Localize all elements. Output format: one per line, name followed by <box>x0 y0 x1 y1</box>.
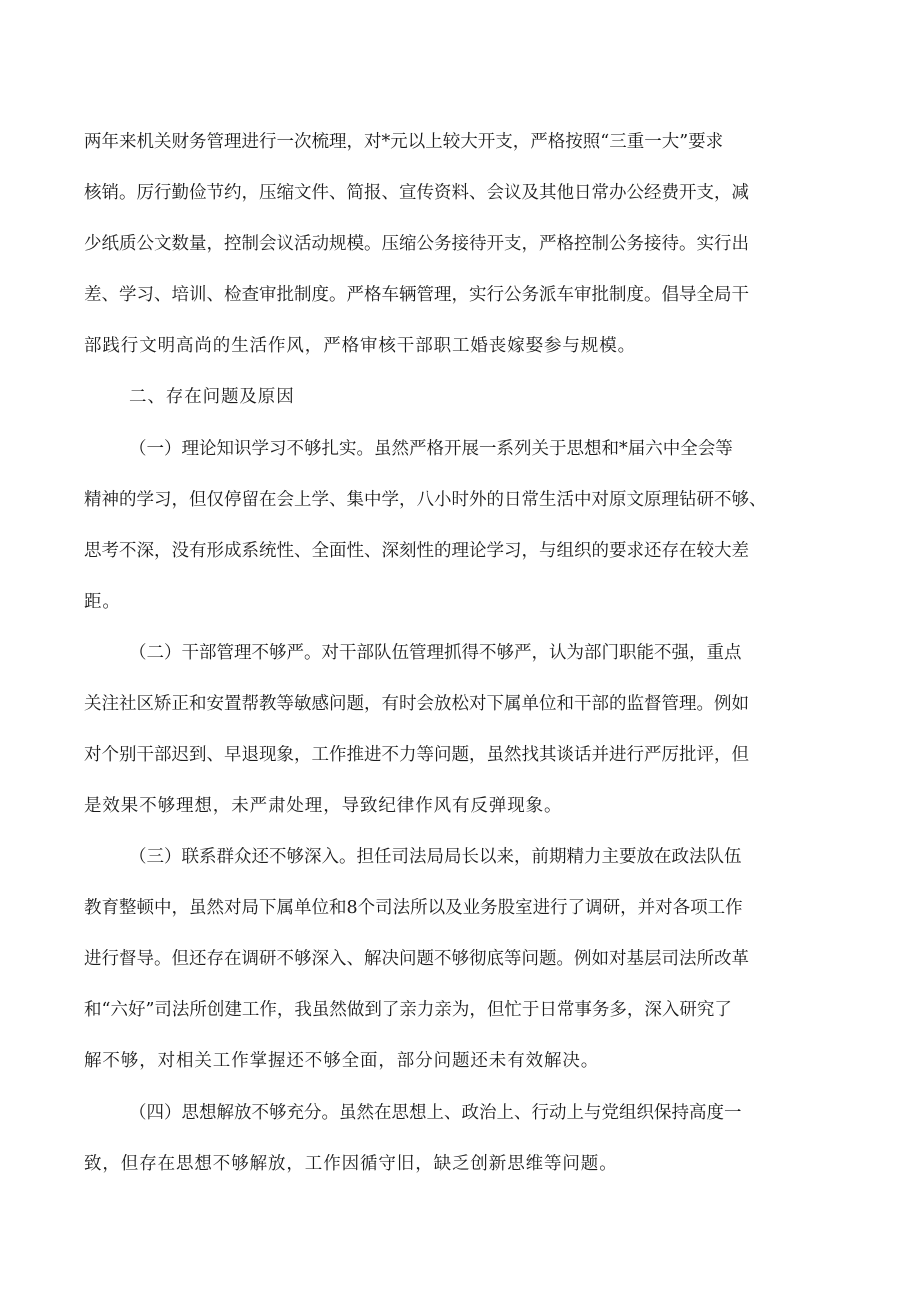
paragraph-line: 精神的学习，但仅停留在会上学、集中学，八小时外的日常生活中对原文原理钻研不够、 <box>84 490 767 510</box>
paragraph-line: 距。 <box>84 592 121 612</box>
paragraph-line: 和“六好”司法所创建工作，我虽然做到了亲力亲为，但忙于日常事务多，深入研究了 <box>84 1000 732 1020</box>
paragraph-line: （三）联系群众还不够深入。担任司法局局长以来，前期精力主要放在政法队伍 <box>129 847 742 867</box>
paragraph-line: 思考不深，没有形成系统性、全面性、深刻性的理论学习，与组织的要求还存在较大差 <box>84 541 749 561</box>
paragraph-line: （二）干部管理不够严。对干部队伍管理抓得不够严，认为部门职能不强，重点 <box>129 643 742 663</box>
paragraph-line: 少纸质公文数量，控制会议活动规模。压缩公务接待开支，严格控制公务接待。实行出 <box>84 234 749 254</box>
paragraph-line: 解不够，对相关工作掌握还不够全面，部分问题还未有效解决。 <box>84 1051 600 1071</box>
paragraph-line: 是效果不够理想，未严肃处理，导致纪律作风有反弹现象。 <box>84 796 563 816</box>
paragraph-line: （四）思想解放不够充分。虽然在思想上、政治上、行动上与党组织保持高度一 <box>129 1103 742 1123</box>
paragraph-line: 对个别干部迟到、早退现象，工作推进不力等问题，虽然找其谈话并进行严厉批评，但 <box>84 745 749 765</box>
paragraph-line: 进行督导。但还存在调研不够深入、解决问题不够彻底等问题。例如对基层司法所改革 <box>84 949 749 969</box>
paragraph-line: 差、学习、培训、检查审批制度。严格车辆管理，实行公务派车审批制度。倡导全局干 <box>84 285 749 305</box>
paragraph-line: 致，但存在思想不够解放，工作因循守旧，缺乏创新思维等问题。 <box>84 1154 618 1174</box>
section-heading: 二、存在问题及原因 <box>129 387 295 407</box>
paragraph-line: （一）理论知识学习不够扎实。虽然严格开展一系列关于思想和*届六中全会等 <box>129 439 733 459</box>
paragraph-line: 两年来机关财务管理进行一次梳理，对*元以上较大开支，严格按照“三重一大”要求 <box>84 132 724 152</box>
paragraph-line: 部践行文明高尚的生活作风，严格审核干部职工婚丧嫁娶参与规模。 <box>84 336 636 356</box>
paragraph-line: 关注社区矫正和安置帮教等敏感问题，有时会放松对下属单位和干部的监督管理。例如 <box>84 694 749 714</box>
paragraph-line: 教育整顿中，虽然对局下属单位和8个司法所以及业务股室进行了调研，并对各项工作 <box>84 898 743 918</box>
paragraph-line: 核销。厉行勤俭节约，压缩文件、简报、宣传资料、会议及其他日常办公经费开支，减 <box>84 183 749 203</box>
